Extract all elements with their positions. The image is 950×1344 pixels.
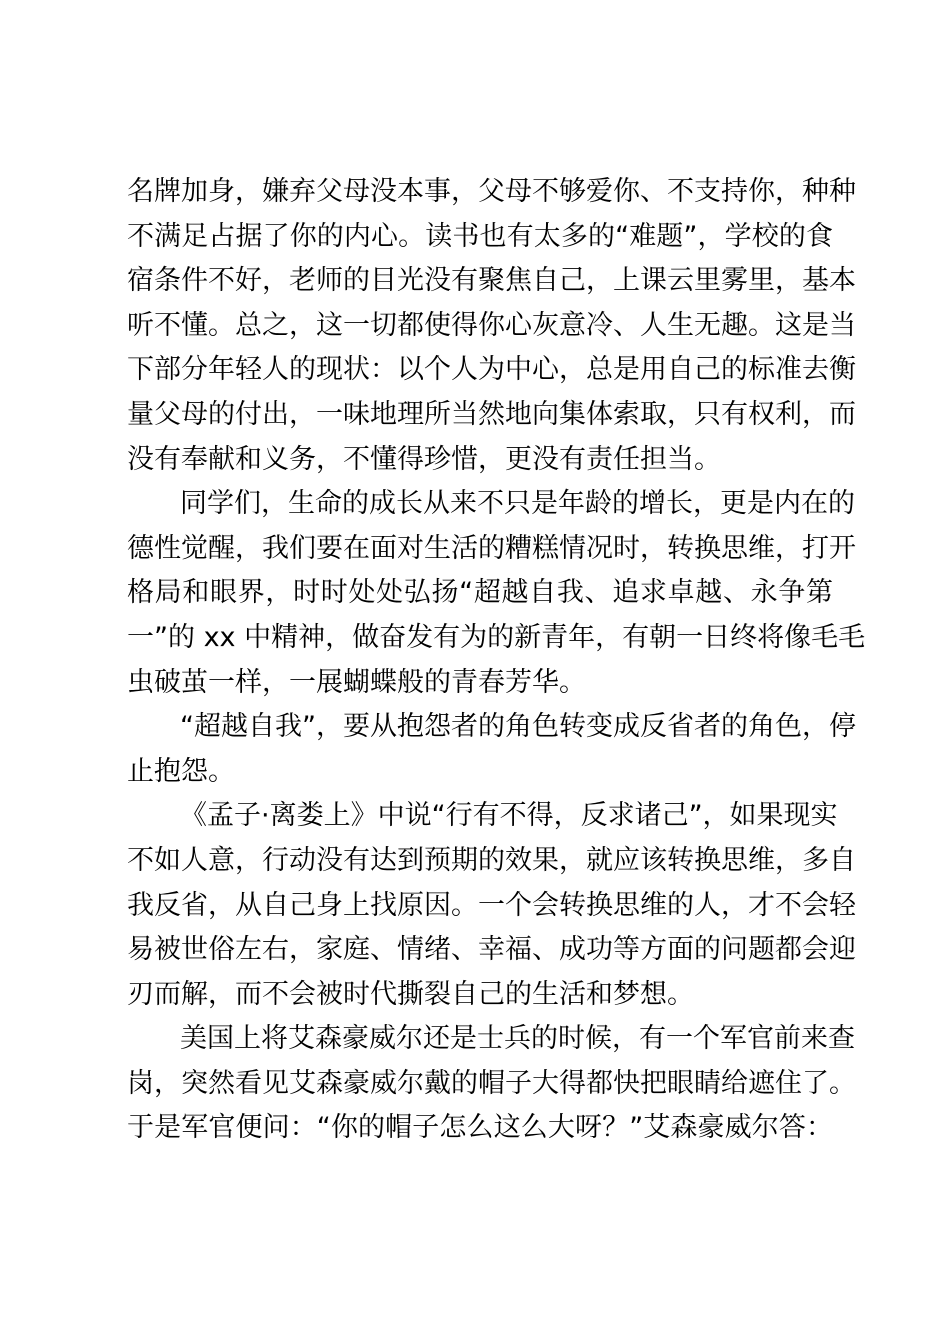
text-line: 宿条件不好，老师的目光没有聚焦自己，上课云里雾里，基本 <box>127 265 856 297</box>
text-line: 听不懂。总之，这一切都使得你心灰意冷、人生无趣。这是当 <box>127 309 856 341</box>
text-line: 下部分年轻人的现状：以个人为中心，总是用自己的标准去衡 <box>127 354 856 386</box>
text-line: 止抱怨。 <box>127 755 235 787</box>
paragraph-first-line: “超越自我”，要从抱怨者的角色转变成反省者的角色，停 <box>180 711 856 743</box>
text-line: 虫破茧一样，一展蝴蝶般的青春芳华。 <box>127 666 586 698</box>
text-line: 易被世俗左右，家庭、情绪、幸福、成功等方面的问题都会迎 <box>127 934 856 966</box>
text-line: 一”的 xx 中精神，做奋发有为的新青年，有朝一日终将像毛毛 <box>127 621 866 653</box>
text-line: 刃而解，而不会被时代撕裂自己的生活和梦想。 <box>127 978 694 1010</box>
body-text <box>127 170 866 1151</box>
text-line: 格局和眼界，时时处处弘扬“超越自我、追求卓越、永争第 <box>127 577 833 609</box>
text-line: 于是军官便问：“你的帽子怎么这么大呀？”艾森豪威尔答： <box>127 1112 833 1144</box>
text-line: 量父母的付出，一味地理所当然地向集体索取，只有权利，而 <box>127 398 856 430</box>
text-line: 我反省，从自己身上找原因。一个会转换思维的人，才不会轻 <box>127 889 856 921</box>
text-line: 岗，突然看见艾森豪威尔戴的帽子大得都快把眼睛给遮住了。 <box>127 1067 856 1099</box>
text-line: 不满足占据了你的内心。读书也有太多的“难题”，学校的食 <box>127 220 833 252</box>
paragraph-first-line: 《孟子·离娄上》中说“行有不得，反求诸己”，如果现实 <box>180 800 838 832</box>
paragraph-first-line: 美国上将艾森豪威尔还是士兵的时候，有一个军官前来查 <box>180 1023 855 1055</box>
paragraph-first-line: 同学们，生命的成长从来不只是年龄的增长，更是内在的 <box>180 488 855 520</box>
text-line: 不如人意，行动没有达到预期的效果，就应该转换思维，多自 <box>127 844 856 876</box>
text-line: 名牌加身，嫌弃父母没本事，父母不够爱你、不支持你，种种 <box>127 176 856 207</box>
text-line: 没有奉献和义务，不懂得珍惜，更没有责任担当。 <box>127 443 721 475</box>
text-line: 德性觉醒，我们要在面对生活的糟糕情况时，转换思维，打开 <box>127 532 856 564</box>
